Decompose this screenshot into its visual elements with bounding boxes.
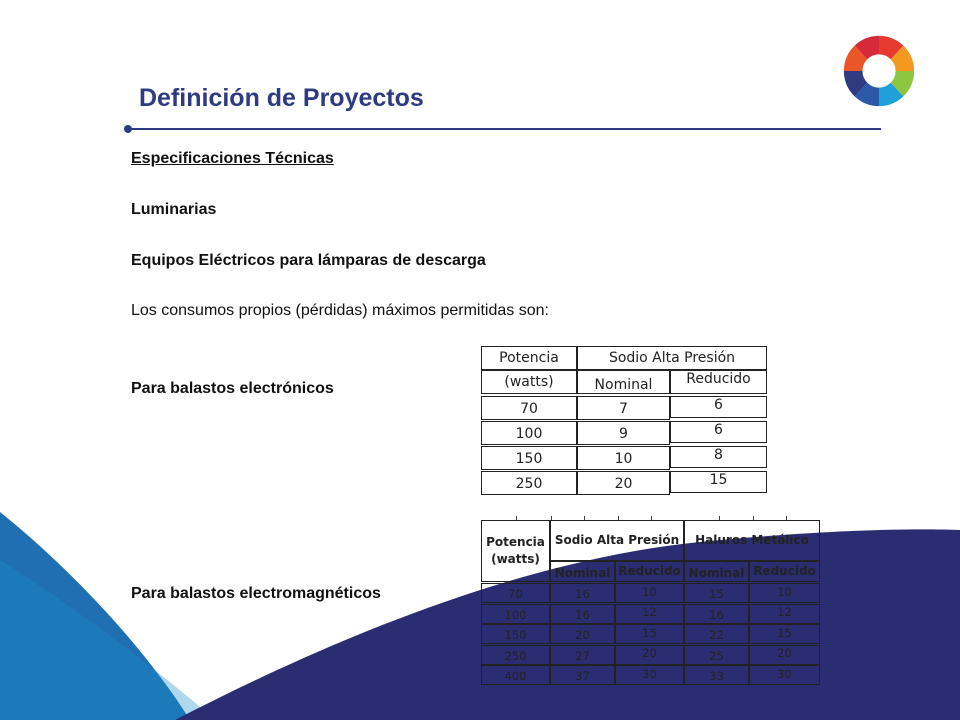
table-cell: 400 — [481, 665, 550, 685]
table-cell: 100 — [481, 604, 550, 624]
label-electromagnetic-ballasts: Para balastos electromagnéticos — [131, 585, 381, 602]
consumption-text: Los consumos propios (pérdidas) máximos permitidas son: — [131, 302, 549, 319]
table-cell: 150 — [481, 624, 550, 644]
table-cell: 250 — [481, 471, 577, 495]
table-cell: 10 — [749, 583, 820, 603]
logo-icon — [840, 32, 918, 110]
header-potencia-watts: Potencia (watts) — [481, 520, 550, 582]
table-cell: 33 — [684, 665, 749, 685]
table-cell: 30 — [615, 665, 684, 685]
page-title: Definición de Proyectos — [139, 84, 424, 112]
table-cell: 37 — [550, 665, 615, 685]
table-cell: 15 — [749, 624, 820, 644]
table-cell: 70 — [481, 583, 550, 603]
table-cell: 10 — [615, 583, 684, 603]
table-cell: 20 — [577, 471, 670, 495]
table-cell: 70 — [481, 396, 577, 420]
subheading-luminarias: Luminarias — [131, 201, 217, 218]
header-sodio-alta-presion: Sodio Alta Presión — [577, 346, 767, 370]
table-cell: 20 — [550, 624, 615, 644]
section-heading: Especificaciones Técnicas — [131, 150, 334, 167]
header-watts: (watts) — [481, 370, 577, 394]
header-sodio-alta-presion: Sodio Alta Presión — [550, 520, 684, 561]
table-cell: 7 — [577, 396, 670, 420]
table-electromagnetic-ballasts — [481, 520, 820, 686]
table-cell: 6 — [670, 396, 767, 418]
table-cell: 100 — [481, 421, 577, 445]
header-reducido-sodio: Reducido — [615, 561, 684, 582]
table-cell: 27 — [550, 645, 615, 665]
table-cell: 9 — [577, 421, 670, 445]
header-nominal-haluros: Nominal — [684, 561, 749, 582]
subheading-equipos: Equipos Eléctricos para lámparas de descarga — [131, 252, 486, 269]
header-nominal-sodio: Nominal — [550, 561, 615, 582]
table-cell: 6 — [670, 421, 767, 443]
header-reducido: Reducido — [670, 370, 767, 394]
header-reducido-haluros: Reducido — [749, 561, 820, 582]
title-divider — [128, 128, 881, 130]
table-cell: 16 — [550, 583, 615, 603]
label-electronic-ballasts: Para balastos electrónicos — [131, 380, 334, 397]
header-potencia: Potencia — [481, 346, 577, 370]
table-cell: 15 — [670, 471, 767, 493]
table-cell: 10 — [577, 446, 670, 470]
table-cell: 16 — [550, 604, 615, 624]
table-cell: 12 — [615, 604, 684, 624]
table-cell: 12 — [749, 604, 820, 624]
table-cell: 16 — [684, 604, 749, 624]
header-nominal: Nominal — [577, 370, 670, 394]
table-cell: 15 — [684, 583, 749, 603]
table-cell: 15 — [615, 624, 684, 644]
table-cell: 250 — [481, 645, 550, 665]
table-cell: 20 — [615, 645, 684, 665]
table-cell: 8 — [670, 446, 767, 468]
table-cell: 20 — [749, 645, 820, 665]
table-cell: 25 — [684, 645, 749, 665]
table-electronic-ballasts — [481, 346, 767, 494]
table-cell: 150 — [481, 446, 577, 470]
table-cell: 22 — [684, 624, 749, 644]
header-haluros-metalico: Haluros Metálico — [684, 520, 820, 561]
table-cell: 30 — [749, 665, 820, 685]
